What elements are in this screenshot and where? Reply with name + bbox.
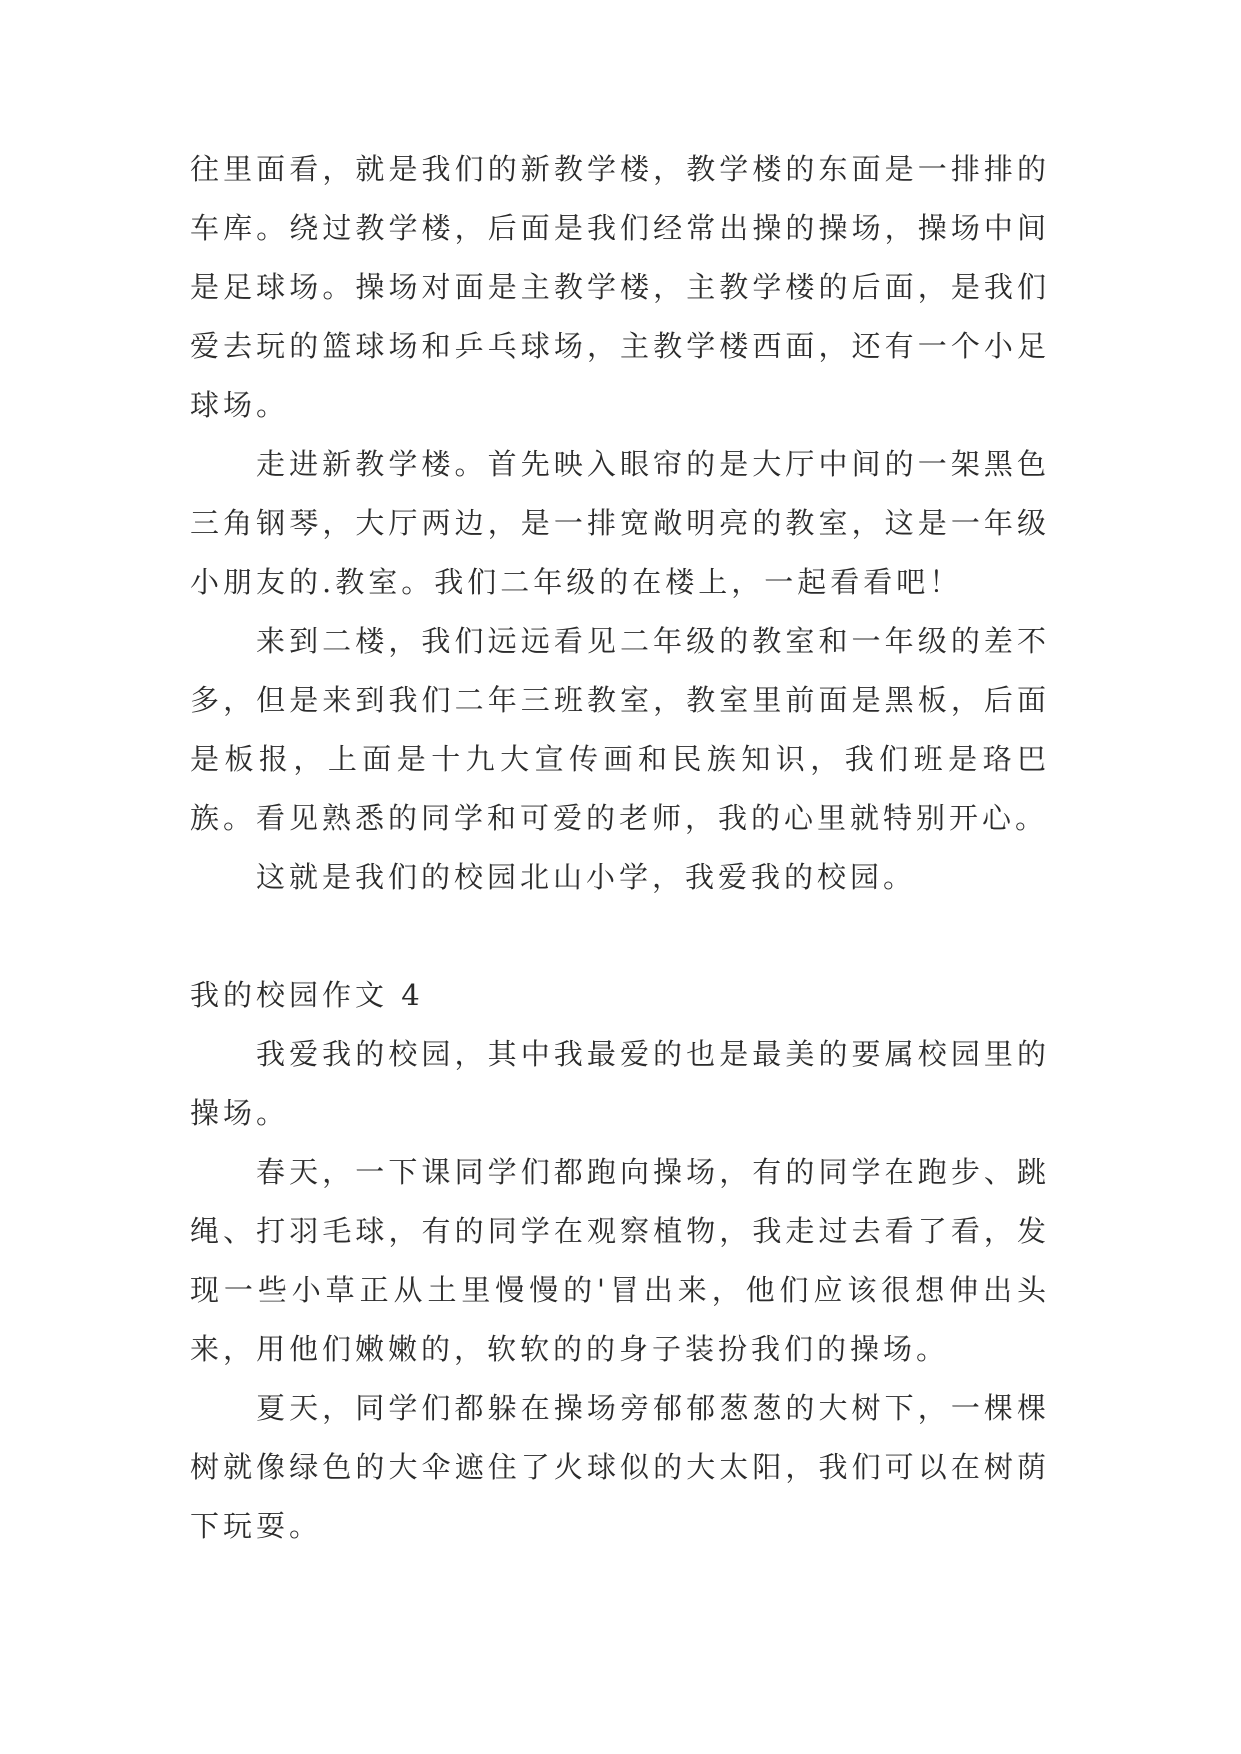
paragraph-continued: 往里面看，就是我们的新教学楼，教学楼的东面是一排排的车库。绕过教学楼，后面是我们经常出操的操场，操场中间是足球场。操场对面是主教学楼，主教学楼的后面，是我们爱去玩的篮球场和乒乓球场，主教学楼西面，还有一个小足球场。 bbox=[190, 152, 1050, 422]
paragraph: 走进新教学楼。首先映入眼帘的是大厅中间的一架黑色三角钢琴，大厅两边，是一排宽敞明亮的教室，这是一年级小朋友的.教室。我们二年级的在楼上，一起看看吧！ bbox=[190, 447, 1050, 599]
paragraph: 夏天，同学们都躲在操场旁郁郁葱葱的大树下，一棵棵树就像绿色的大伞遮住了火球似的大太阳，我们可以在树荫下玩耍。 bbox=[190, 1391, 1050, 1543]
paragraph: 我爱我的校园，其中我最爱的也是最美的要属校园里的操场。 bbox=[190, 1037, 1050, 1130]
section-title: 我的校园作文 4 bbox=[190, 978, 424, 1012]
paragraph: 来到二楼，我们远远看见二年级的教室和一年级的差不多，但是来到我们二年三班教室，教室里前面是黑板，后面是板报，上面是十九大宣传画和民族知识，我们班是珞巴族。看见熟悉的同学和可爱的老师，我的心里就特别开心。 bbox=[190, 624, 1050, 835]
paragraph: 这就是我们的校园北山小学，我爱我的校园。 bbox=[256, 860, 917, 894]
paragraph: 春天，一下课同学们都跑向操场，有的同学在跑步、跳绳、打羽毛球，有的同学在观察植物，我走过去看了看，发现一些小草正从土里慢慢的'冒出来，他们应该很想伸出头来，用他们嫩嫩的，软软的的身子装扮我们的操场。 bbox=[190, 1155, 1050, 1366]
document-page bbox=[190, 140, 1050, 1556]
